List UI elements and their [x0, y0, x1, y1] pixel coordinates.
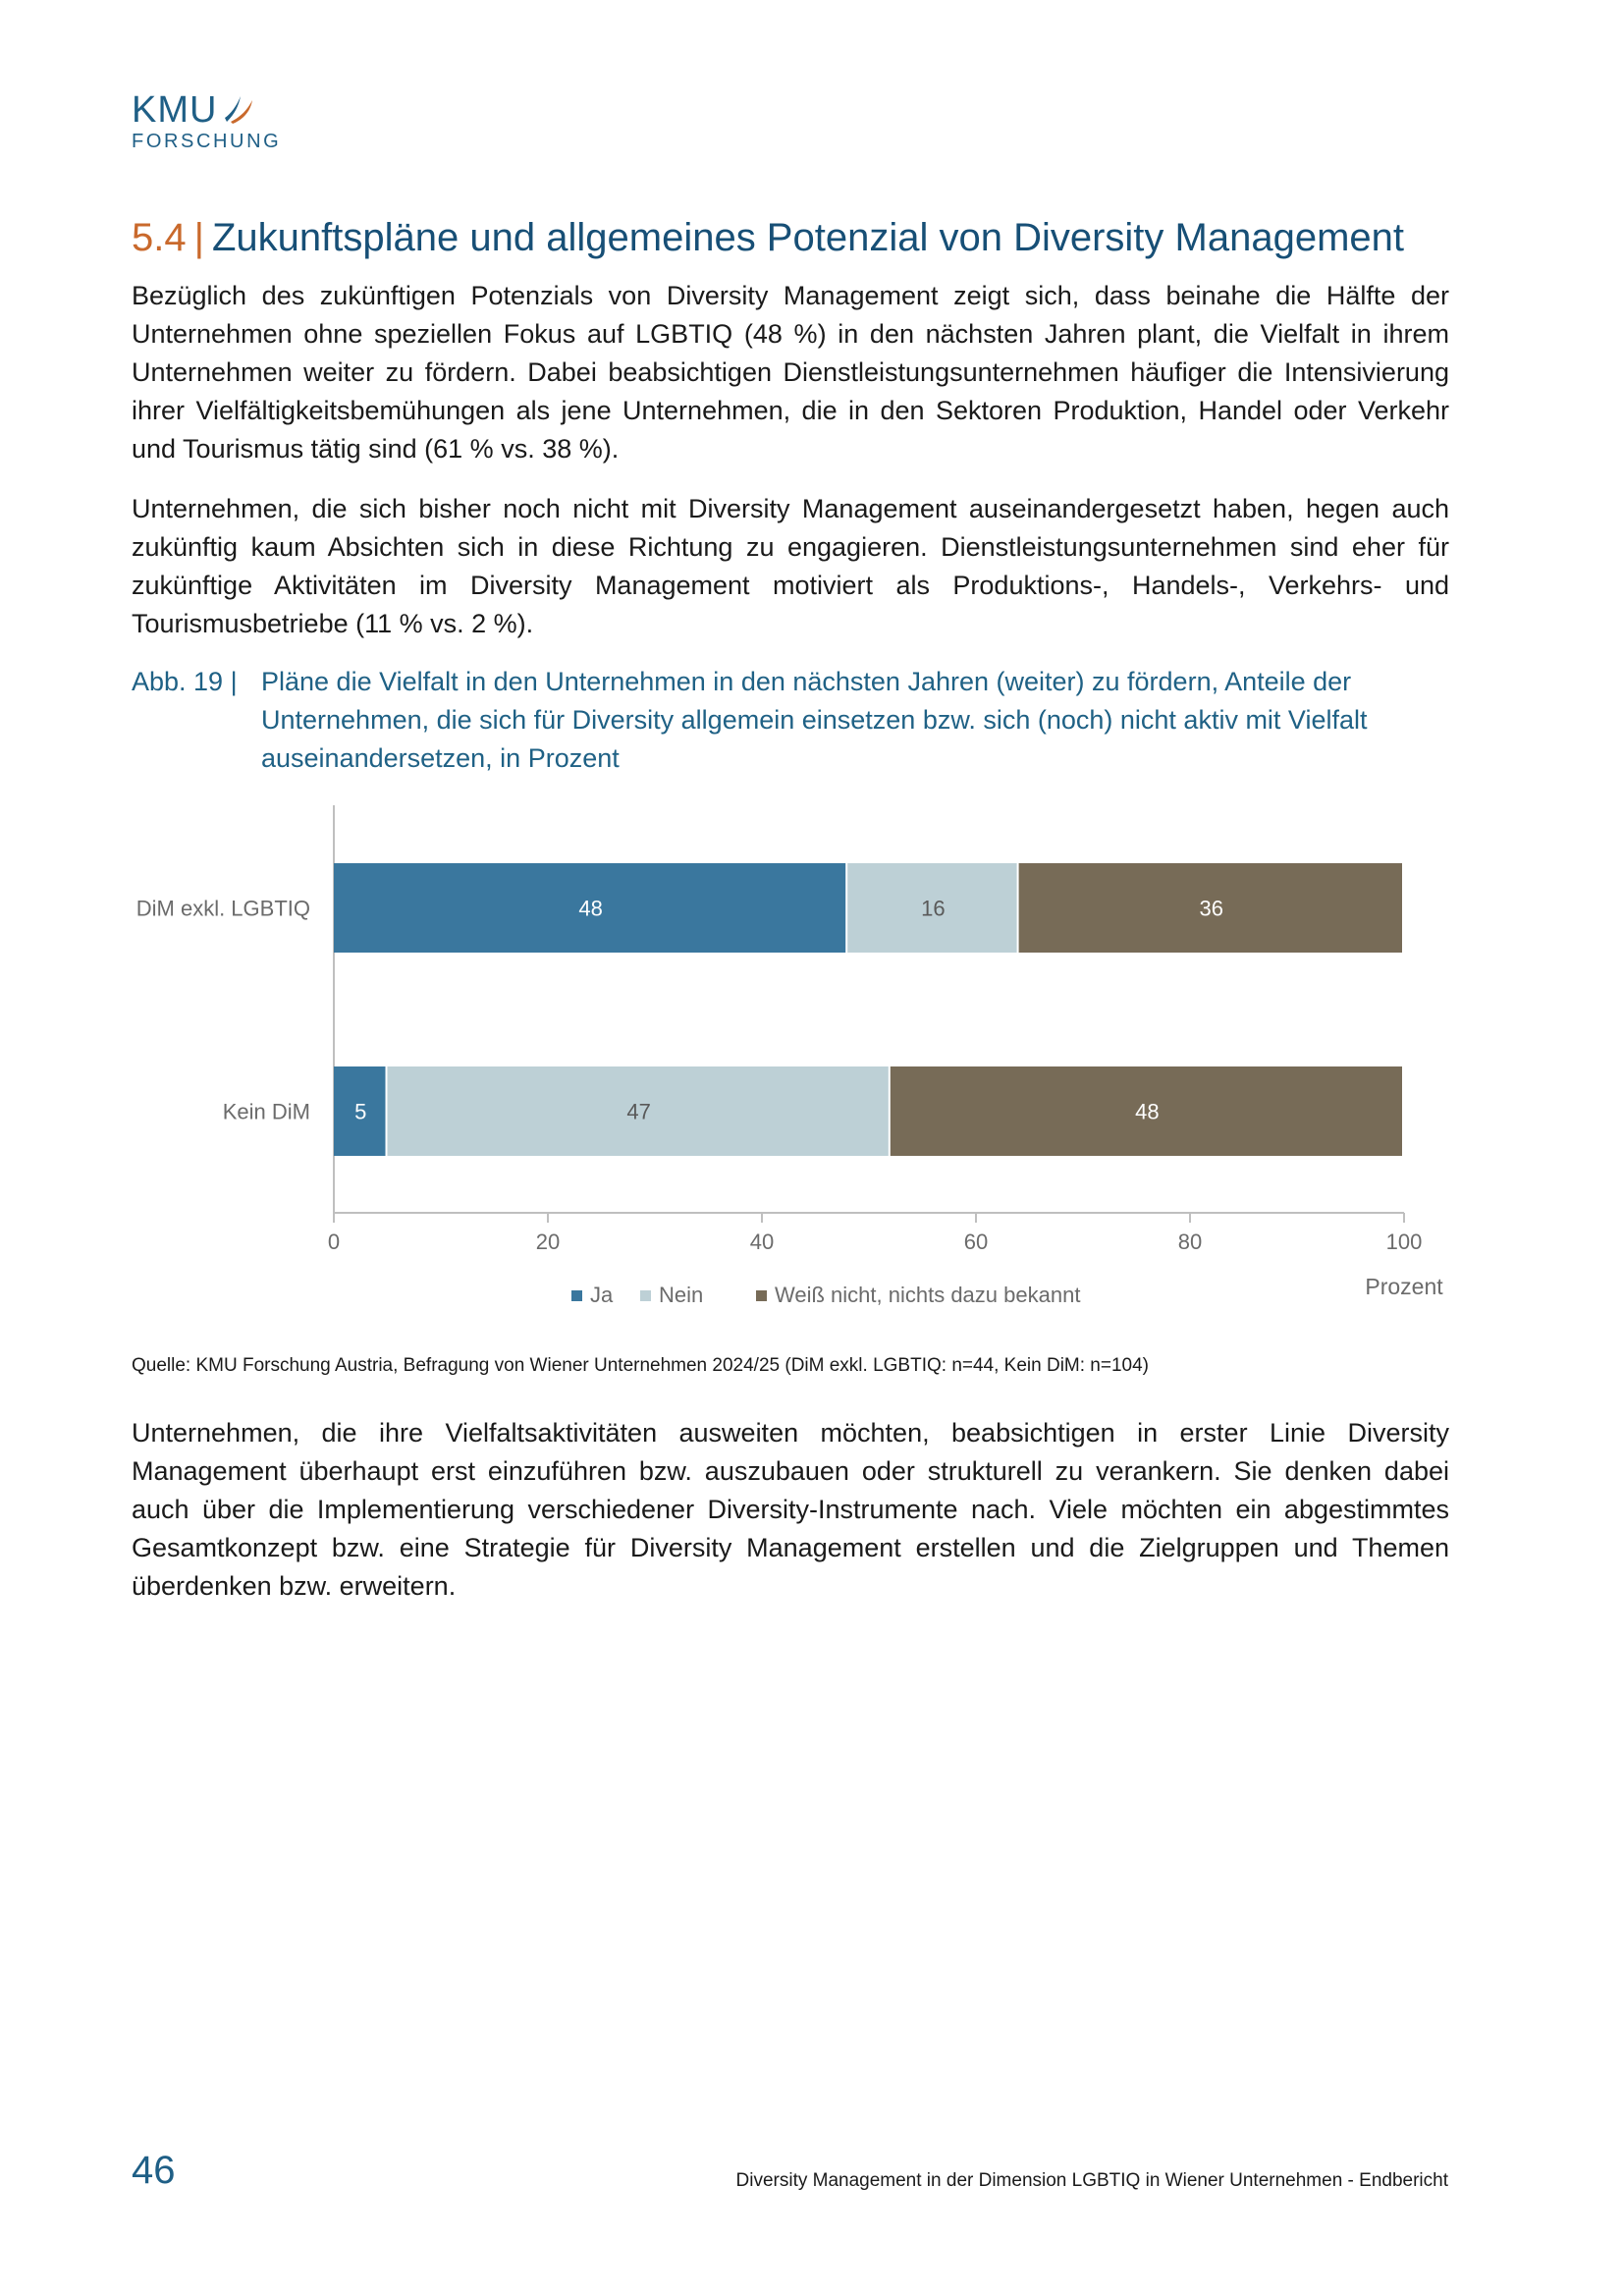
source-note: Quelle: KMU Forschung Austria, Befragung von Wiener Unternehmen 2024/25 (DiM exkl. LGBTIQ: n=44, Kein DiM: n=104)	[132, 1355, 1150, 1376]
legend-label: Nein	[659, 1283, 704, 1307]
body-paragraph-1: Bezüglich des zukünftigen Potenzials von Diversity Management zeigt sich, dass beinahe die Hälfte der Unternehmen ohne speziellen Fokus auf LGBTIQ (48 %) in den nächsten Jahren plant, die Vielfalt in ihrem Unternehmen weiter zu fördern. Dabei beabsichtigen Dienstleistungsunternehmen häufiger die Intensivierung ihrer Vielfältigkeitsbemühungen als jene Unternehmen, die in den Sektoren Produktion, Handel oder Verkehr und Tourismus tätig sind (61 % vs. 38 %).	[132, 281, 1449, 464]
logo-kmu-text: KMU	[132, 89, 218, 131]
legend-swatch	[756, 1290, 767, 1301]
section-number: 5.4	[132, 216, 187, 259]
x-tick-label: 100	[1385, 1230, 1423, 1254]
figure-label: Abb. 19 |	[132, 667, 238, 696]
legend-swatch	[571, 1290, 582, 1301]
stacked-bar-chart	[118, 795, 1443, 1326]
data-label: 48	[1135, 1099, 1160, 1124]
data-label: 16	[921, 896, 946, 921]
figure-caption	[132, 663, 1449, 778]
category-label: Kein DiM	[222, 1099, 310, 1124]
section-title: Zukunftspläne und allgemeines Potenzial von Diversity Management	[212, 216, 1405, 259]
data-label: 5	[354, 1099, 367, 1124]
legend-label: Ja	[590, 1283, 614, 1307]
x-tick-label: 40	[749, 1230, 775, 1254]
section-separator: |	[193, 216, 204, 259]
figure-caption-text: Pläne die Vielfalt in den Unternehmen in den nächsten Jahren (weiter) zu fördern, Anteile der Unternehmen, die sich für Diversity allgemein einsetzen bzw. sich (noch) nicht aktiv mit Vielfalt auseinandersetzen, in Prozent	[261, 667, 1368, 773]
body-paragraph-3: Unternehmen, die ihre Vielfaltsaktivitäten ausweiten möchten, beabsichtigen in erster Linie Diversity Management überhaupt erst einzuführen bzw. auszubauen oder strukturell zu verankern. Sie denken dabei auch über die Implementierung verschiedener Diversity-Instrumente nach. Viele möchten ein abgestimmtes Gesamtkonzept bzw. eine Strategie für Diversity Management erstellen und die Zielgruppen und Themen überdenken bzw. erweitern.	[132, 1418, 1449, 1601]
x-tick-label: 0	[327, 1230, 341, 1254]
legend-swatch	[640, 1290, 651, 1301]
logo-forschung-text: FORSCHUNG	[132, 131, 282, 152]
page-number: 46	[132, 2149, 176, 2192]
section-heading	[132, 212, 1457, 263]
logo-wordmark	[132, 90, 281, 130]
data-label: 47	[626, 1099, 651, 1124]
x-tick-label: 80	[1177, 1230, 1203, 1254]
kmu-forschung-logo	[132, 90, 281, 153]
footer-title: Diversity Management in der Dimension LGBTIQ in Wiener Unternehmen - Endbericht	[735, 2170, 1448, 2191]
data-label: 48	[578, 896, 603, 921]
logo-leaf-icon	[221, 92, 254, 126]
legend-label: Weiß nicht, nichts dazu bekannt	[775, 1283, 1081, 1307]
body-paragraph-2: Unternehmen, die sich bisher noch nicht mit Diversity Management auseinandergesetzt haben, hegen auch zukünftig kaum Absichten sich in diese Richtung zu engagieren. Dienstleistungsunternehmen sind eher für zukünftige Aktivitäten im Diversity Management motiviert als Produktions-, Handels-, Verkehrs- und Tourismusbetriebe (11 % vs. 2 %).	[132, 494, 1449, 638]
category-label: DiM exkl. LGBTIQ	[135, 896, 310, 921]
x-axis-title: Prozent	[1365, 1274, 1443, 1299]
x-tick-label: 60	[963, 1230, 989, 1254]
x-tick-label: 20	[535, 1230, 561, 1254]
data-label: 36	[1199, 896, 1224, 921]
